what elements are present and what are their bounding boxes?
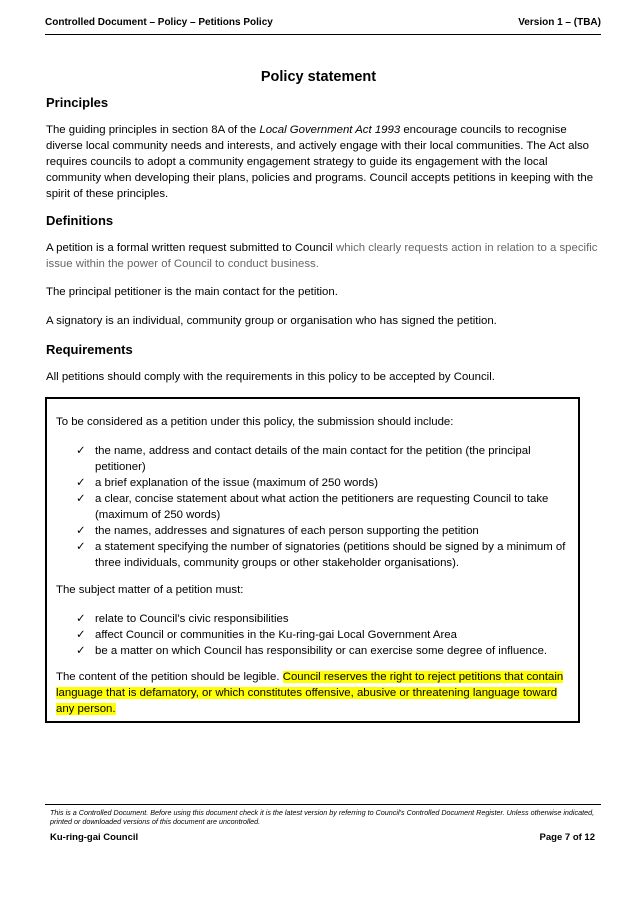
include-list — [76, 443, 572, 571]
list-item: ✓ the name, address and contact details of the main contact for the petition (the principal petitioner) — [76, 445, 531, 473]
requirements-intro: All petitions should comply with the requirements in this policy to be accepted by Council. — [46, 371, 495, 383]
content-legibility-text: The content of the petition should be legible. — [56, 671, 283, 683]
definitions-heading: Definitions — [46, 213, 114, 228]
highlighted-text: Council reserves the right to reject petitions that contain language that is defamatory, or which constitutes offensive, abusive or threatening language toward any person. — [56, 671, 564, 715]
requirements-box — [45, 397, 580, 723]
principles-heading: Principles — [46, 95, 109, 110]
list-item: ✓ the names, addresses and signatures of each person supporting the petition — [76, 525, 479, 537]
definition-petition-text-grey: which clearly requests action in relation to a specific issue within the power of Council to conduct business. — [46, 242, 598, 270]
principles-text-start: The guiding principles in section 8A of the — [46, 124, 260, 136]
list-item: ✓ a brief explanation of the issue (maximum of 250 words) — [76, 477, 379, 489]
definition-petition-text: A petition is a formal written request submitted to Council — [46, 242, 333, 254]
page-header — [45, 12, 601, 35]
principles-paragraph — [46, 122, 602, 202]
checkmark-icon: ✓ — [76, 541, 86, 553]
list-item: ✓ relate to Council’s civic responsibilities — [76, 613, 289, 625]
box-intro: To be considered as a petition under this policy, the submission should include: — [56, 416, 454, 428]
principles-text-end: encourage councils to recognise diverse local community needs and interests, and actively engage with their local communities. The Act also requires councils to adopt a community engagement strategy to guide its engagement with the local community when developing their plans, policies and programs. Council accepts petitions in keeping with the spirit of these principles. — [46, 124, 594, 200]
list-item: ✓ be a matter on which Council has responsibility or can exercise some degree of influence. — [76, 645, 548, 657]
list-item: ✓ a clear, concise statement about what action the petitioners are requesting Council to take (maximum of 250 words) — [76, 493, 549, 521]
checkmark-icon: ✓ — [76, 445, 86, 457]
header-version: Version 1 – (TBA) — [518, 17, 601, 28]
content-legibility-paragraph — [56, 669, 568, 717]
footer-organisation: Ku-ring-gai Council — [50, 832, 139, 843]
requirements-heading: Requirements — [46, 342, 133, 357]
act-name: Local Government Act 1993 — [259, 124, 401, 136]
definition-petition — [46, 240, 602, 272]
checkmark-icon: ✓ — [76, 525, 86, 537]
header-document-title: Controlled Document – Policy – Petitions Policy — [45, 17, 273, 28]
checkmark-icon: ✓ — [76, 613, 86, 625]
checkmark-icon: ✓ — [76, 645, 86, 657]
subject-intro: The subject matter of a petition must: — [56, 584, 244, 596]
checkmark-icon: ✓ — [76, 629, 86, 641]
list-item: ✓ a statement specifying the number of signatories (petitions should be signed by a minimum of three individuals, community groups or other stakeholder organisations). — [76, 541, 566, 569]
controlled-document-note: This is a Controlled Document. Before using this document check it is the latest version by referring to Council’s Controlled Document Register. Unless otherwise indicated, printed or downloaded versions of this document are uncontrolled. — [50, 808, 595, 826]
page-number: Page 7 of 12 — [539, 832, 595, 843]
definition-signatory: A signatory is an individual, community group or organisation who has signed the petition. — [46, 315, 497, 327]
checkmark-icon: ✓ — [76, 477, 86, 489]
footer-divider — [45, 804, 601, 805]
page-title: Policy statement — [260, 69, 377, 85]
checkmark-icon: ✓ — [76, 493, 86, 505]
page-footer — [50, 832, 595, 843]
definition-principal-petitioner: The principal petitioner is the main contact for the petition. — [46, 286, 338, 298]
subject-list — [76, 611, 572, 659]
list-item: ✓ affect Council or communities in the Ku-ring-gai Local Government Area — [76, 629, 457, 641]
